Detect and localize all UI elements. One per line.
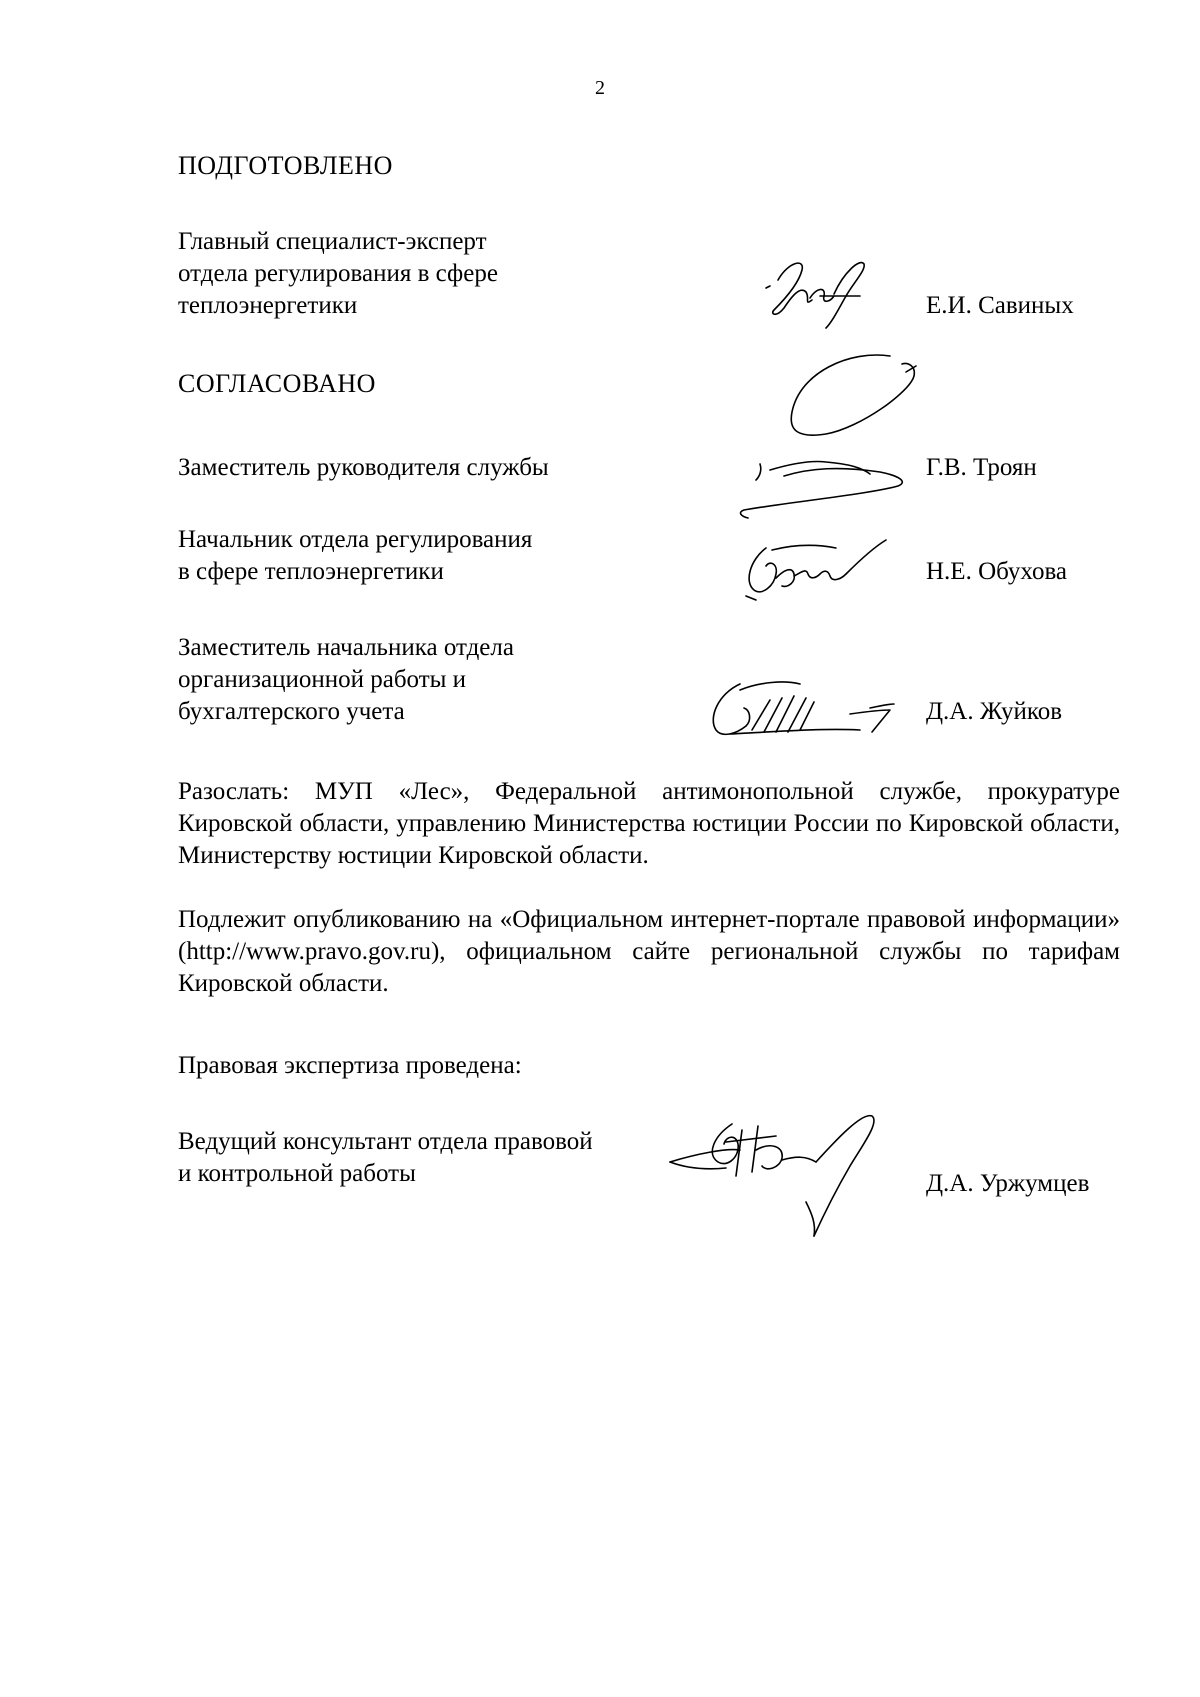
prepared-signer-role bbox=[178, 226, 658, 322]
page-number: 2 bbox=[595, 77, 605, 99]
role-line: в сфере теплоэнергетики bbox=[178, 558, 444, 585]
signature-zhuikov bbox=[700, 670, 910, 750]
legal-review-heading: Правовая экспертиза проведена: bbox=[178, 1052, 522, 1079]
role-line: Заместитель руководителя службы bbox=[178, 454, 549, 481]
role-line: бухгалтерского учета bbox=[178, 698, 405, 725]
signature-obukhova bbox=[736, 530, 896, 610]
distribution-paragraph: Разослать: МУП «Лес», Федеральной антимонопольной службе, прокуратуре Кировской области, управлению Министерства юстиции России по Кировской области, Министерству юстиции Кировской области. bbox=[178, 778, 1120, 869]
approved-signer-1-role bbox=[178, 452, 658, 484]
signature-savinykh bbox=[760, 252, 890, 332]
approved-signer-2-role bbox=[178, 524, 658, 588]
legal-review-signer-name: Д.А. Уржумцев bbox=[926, 1170, 1090, 1197]
role-line: организационной работы и bbox=[178, 666, 467, 693]
role-line: отдела регулирования в сфере bbox=[178, 260, 498, 287]
approved-signer-3-name: Д.А. Жуйков bbox=[926, 698, 1063, 725]
signature-troyan bbox=[730, 352, 930, 532]
role-line: Ведущий консультант отдела правовой bbox=[178, 1128, 593, 1155]
role-line: и контрольной работы bbox=[178, 1160, 416, 1187]
approved-heading: СОГЛАСОВАНО bbox=[178, 369, 376, 398]
approved-signer-3-role bbox=[178, 632, 658, 728]
signature-urzhumtsev bbox=[666, 1106, 896, 1246]
role-line: Заместитель начальника отдела bbox=[178, 634, 514, 661]
prepared-signer-name: Е.И. Савиных bbox=[926, 292, 1074, 319]
role-line: теплоэнергетики bbox=[178, 292, 358, 319]
legal-review-signer-role bbox=[178, 1126, 698, 1190]
role-line: Главный специалист-эксперт bbox=[178, 228, 487, 255]
approved-signer-2-name: Н.Е. Обухова bbox=[926, 558, 1068, 585]
publication-paragraph: Подлежит опубликованию на «Официальном интернет-портале правовой информации» (http://www.pravo.gov.ru), официальном сайте региональной службы по тарифам Кировской области. bbox=[178, 906, 1120, 997]
prepared-heading: ПОДГОТОВЛЕНО bbox=[178, 151, 393, 180]
role-line: Начальник отдела регулирования bbox=[178, 526, 533, 553]
approved-signer-1-name: Г.В. Троян bbox=[926, 454, 1037, 481]
